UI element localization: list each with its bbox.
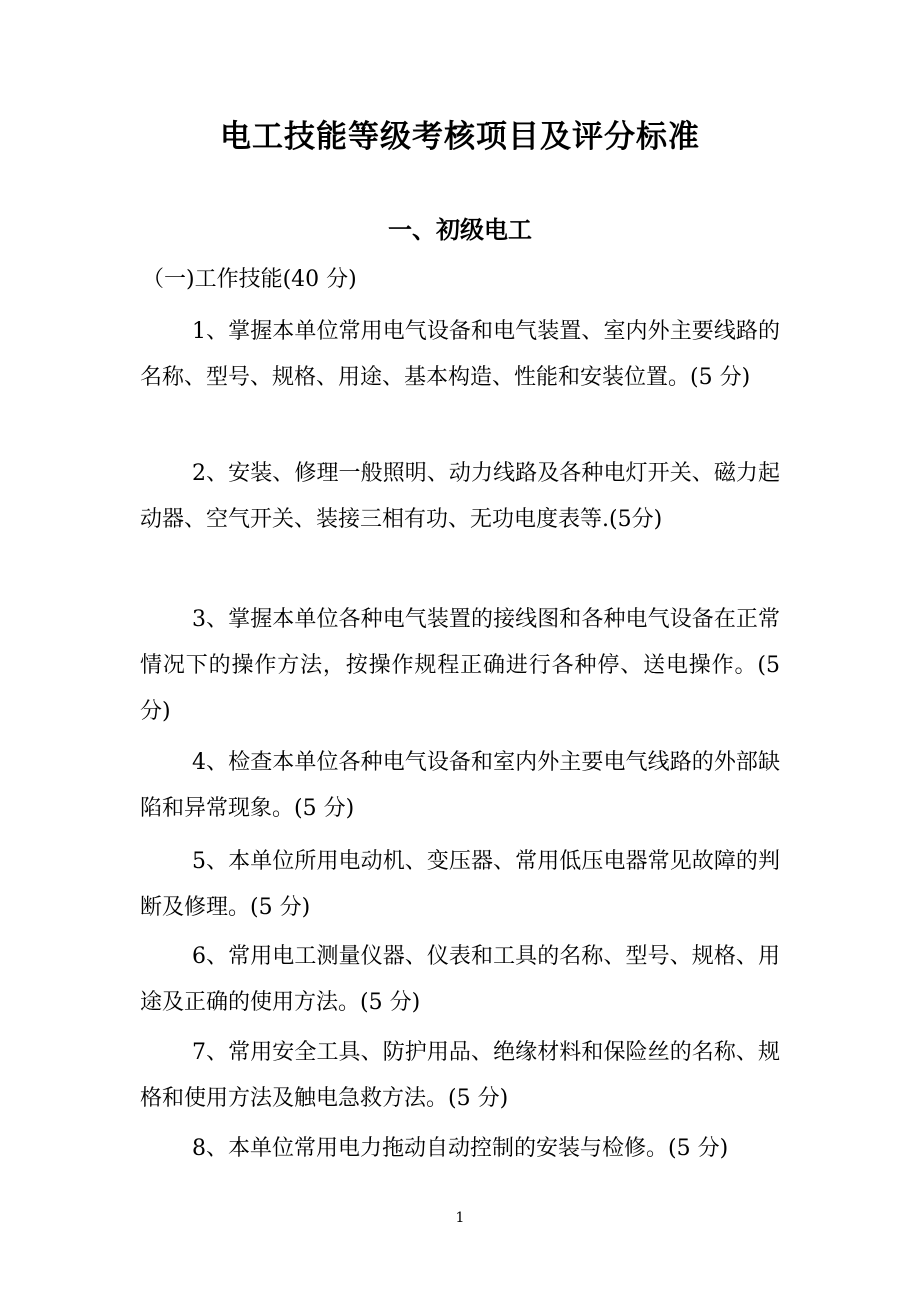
list-item: 5、本单位所用电动机、变压器、常用低压电器常见故障的判断及修理。(5 分) xyxy=(140,849,780,920)
list-item: 7、常用安全工具、防护用品、绝缘材料和保险丝的名称、规格和使用方法及触电急救方法。(5 分) xyxy=(140,1040,780,1111)
list-item: 8、本单位常用电力拖动自动控制的安装与检修。(5 分) xyxy=(192,1136,729,1161)
page-number: 1 xyxy=(455,1210,465,1226)
list-item: 6、常用电工测量仪器、仪表和工具的名称、型号、规格、用途及正确的使用方法。(5 分) xyxy=(140,944,780,1015)
document-title: 电工技能等级考核项目及评分标准 xyxy=(220,119,700,155)
section-heading: 一、初级电工 xyxy=(388,216,532,244)
subsection-heading: （一)工作技能(40 分) xyxy=(142,267,357,292)
list-item: 2、安装、修理一般照明、动力线路及各种电灯开关、磁力起动器、空气开关、装接三相有功、无功电度表等.(5分) xyxy=(140,461,780,532)
list-item: 1、掌握本单位常用电气设备和电气装置、室内外主要线路的名称、型号、规格、用途、基本构造、性能和安装位置。(5 分) xyxy=(140,319,780,390)
list-item: 3、掌握本单位各种电气装置的接线图和各种电气设备在正常情况下的操作方法，按操作规程正确进行各种停、送电操作。(5 分) xyxy=(140,607,780,724)
list-item: 4、检查本单位各种电气设备和室内外主要电气线路的外部缺陷和异常现象。(5 分) xyxy=(140,750,780,821)
